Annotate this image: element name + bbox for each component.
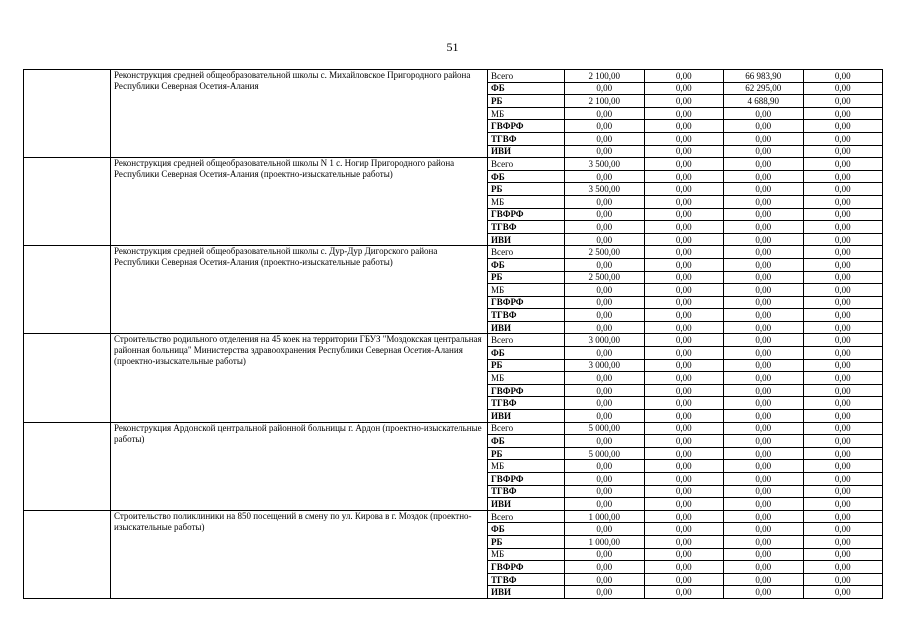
amount-cell: 0,00: [565, 410, 645, 423]
amount-cell: 0,00: [644, 233, 724, 246]
funding-source: МБ: [488, 107, 565, 120]
amount-cell: 0,00: [644, 548, 724, 561]
amount-cell: 2 100,00: [565, 95, 645, 108]
amount-cell: 0,00: [644, 145, 724, 158]
funding-source: МБ: [488, 195, 565, 208]
amount-cell: 0,00: [724, 120, 804, 133]
amount-cell: 0,00: [565, 195, 645, 208]
amount-cell: 0,00: [644, 195, 724, 208]
amount-cell: 0,00: [644, 535, 724, 548]
amount-cell: 0,00: [724, 195, 804, 208]
project-title: Реконструкция Ардонской центральной районной больницы г. Ардон (проектно-изыскательные работы): [111, 422, 488, 510]
funding-source: РБ: [488, 535, 565, 548]
funding-source: РБ: [488, 271, 565, 284]
amount-cell: 0,00: [803, 321, 883, 334]
amount-cell: 0,00: [803, 473, 883, 486]
amount-cell: 0,00: [644, 510, 724, 523]
table-row: [24, 334, 883, 347]
funding-source: Всего: [488, 334, 565, 347]
amount-cell: 0,00: [803, 221, 883, 234]
amount-cell: 0,00: [724, 460, 804, 473]
table-row: [24, 70, 883, 83]
table-row: [24, 510, 883, 523]
budget-table: [23, 69, 883, 599]
funding-source: ТГВФ: [488, 309, 565, 322]
amount-cell: 0,00: [565, 573, 645, 586]
row-index-cell: [24, 246, 111, 334]
budget-table-body: [24, 70, 883, 599]
amount-cell: 62 295,00: [724, 82, 804, 95]
amount-cell: 0,00: [724, 510, 804, 523]
amount-cell: 0,00: [644, 170, 724, 183]
row-index-cell: [24, 334, 111, 422]
project-title: Реконструкция средней общеобразовательной школы N 1 с. Ногир Пригородного района Республики Северная Осетия-Алания (проектно-изыскательные работы): [111, 158, 488, 246]
amount-cell: 0,00: [644, 473, 724, 486]
page-number: 51: [446, 40, 459, 54]
amount-cell: 0,00: [644, 221, 724, 234]
amount-cell: 0,00: [803, 397, 883, 410]
amount-cell: 0,00: [803, 309, 883, 322]
amount-cell: 0,00: [803, 246, 883, 259]
amount-cell: 0,00: [565, 107, 645, 120]
funding-source: ИВИ: [488, 321, 565, 334]
funding-source: ГВФРФ: [488, 384, 565, 397]
amount-cell: 5 000,00: [565, 422, 645, 435]
amount-cell: 0,00: [644, 271, 724, 284]
funding-source: Всего: [488, 510, 565, 523]
amount-cell: 0,00: [803, 410, 883, 423]
amount-cell: 0,00: [644, 208, 724, 221]
amount-cell: 0,00: [644, 397, 724, 410]
funding-source: ФБ: [488, 258, 565, 271]
amount-cell: 0,00: [803, 183, 883, 196]
funding-source: Всего: [488, 246, 565, 259]
amount-cell: 0,00: [644, 523, 724, 536]
amount-cell: 5 000,00: [565, 447, 645, 460]
amount-cell: 0,00: [565, 208, 645, 221]
funding-source: ФБ: [488, 523, 565, 536]
amount-cell: 0,00: [565, 485, 645, 498]
amount-cell: 0,00: [644, 296, 724, 309]
table-row: [24, 246, 883, 259]
amount-cell: 0,00: [803, 120, 883, 133]
amount-cell: 0,00: [565, 221, 645, 234]
amount-cell: 0,00: [803, 145, 883, 158]
funding-source: ТГВФ: [488, 221, 565, 234]
amount-cell: 0,00: [724, 561, 804, 574]
funding-source: ТГВФ: [488, 397, 565, 410]
amount-cell: 0,00: [803, 535, 883, 548]
amount-cell: 0,00: [644, 586, 724, 599]
amount-cell: 0,00: [803, 107, 883, 120]
amount-cell: 0,00: [565, 498, 645, 511]
amount-cell: 2 100,00: [565, 70, 645, 83]
project-title: Строительство поликлиники на 850 посещений в смену по ул. Кирова в г. Моздок (проектно-изыскательные работы): [111, 510, 488, 598]
amount-cell: 0,00: [724, 548, 804, 561]
funding-source: ГВФРФ: [488, 473, 565, 486]
amount-cell: 0,00: [724, 145, 804, 158]
amount-cell: 0,00: [565, 170, 645, 183]
amount-cell: 0,00: [644, 246, 724, 259]
amount-cell: 0,00: [644, 372, 724, 385]
amount-cell: 3 000,00: [565, 359, 645, 372]
amount-cell: 0,00: [724, 586, 804, 599]
amount-cell: 0,00: [724, 107, 804, 120]
funding-source: РБ: [488, 95, 565, 108]
amount-cell: 0,00: [565, 145, 645, 158]
table-row: [24, 158, 883, 171]
amount-cell: 0,00: [644, 321, 724, 334]
amount-cell: 3 500,00: [565, 158, 645, 171]
funding-source: ТГВФ: [488, 132, 565, 145]
amount-cell: 0,00: [803, 208, 883, 221]
amount-cell: 0,00: [803, 347, 883, 360]
amount-cell: 0,00: [565, 435, 645, 448]
amount-cell: 0,00: [644, 95, 724, 108]
funding-source: РБ: [488, 447, 565, 460]
amount-cell: 0,00: [724, 573, 804, 586]
amount-cell: 0,00: [803, 158, 883, 171]
amount-cell: 0,00: [644, 284, 724, 297]
amount-cell: 0,00: [724, 334, 804, 347]
funding-source: ИВИ: [488, 145, 565, 158]
amount-cell: 0,00: [724, 233, 804, 246]
amount-cell: 0,00: [644, 410, 724, 423]
funding-source: ГВФРФ: [488, 208, 565, 221]
funding-source: РБ: [488, 183, 565, 196]
amount-cell: 0,00: [803, 498, 883, 511]
amount-cell: 0,00: [803, 523, 883, 536]
row-index-cell: [24, 422, 111, 510]
amount-cell: 0,00: [724, 246, 804, 259]
amount-cell: 0,00: [803, 447, 883, 460]
amount-cell: 0,00: [565, 523, 645, 536]
amount-cell: 0,00: [565, 586, 645, 599]
amount-cell: 0,00: [803, 195, 883, 208]
funding-source: МБ: [488, 372, 565, 385]
amount-cell: 4 688,90: [724, 95, 804, 108]
amount-cell: 0,00: [644, 309, 724, 322]
funding-source: Всего: [488, 422, 565, 435]
amount-cell: 0,00: [803, 359, 883, 372]
amount-cell: 0,00: [644, 359, 724, 372]
amount-cell: 0,00: [724, 422, 804, 435]
amount-cell: 0,00: [803, 573, 883, 586]
funding-source: ТГВФ: [488, 573, 565, 586]
amount-cell: 0,00: [724, 447, 804, 460]
funding-source: МБ: [488, 460, 565, 473]
amount-cell: 66 983,90: [724, 70, 804, 83]
funding-source: ИВИ: [488, 410, 565, 423]
amount-cell: 0,00: [644, 183, 724, 196]
amount-cell: 0,00: [803, 422, 883, 435]
amount-cell: 0,00: [644, 460, 724, 473]
amount-cell: 0,00: [724, 535, 804, 548]
amount-cell: 0,00: [803, 284, 883, 297]
funding-source: ИВИ: [488, 586, 565, 599]
amount-cell: 0,00: [644, 447, 724, 460]
amount-cell: 0,00: [644, 158, 724, 171]
amount-cell: 0,00: [724, 372, 804, 385]
amount-cell: 0,00: [724, 485, 804, 498]
funding-source: Всего: [488, 158, 565, 171]
amount-cell: 2 500,00: [565, 246, 645, 259]
amount-cell: 0,00: [803, 258, 883, 271]
amount-cell: 0,00: [724, 309, 804, 322]
amount-cell: 0,00: [644, 561, 724, 574]
amount-cell: 0,00: [724, 359, 804, 372]
amount-cell: 0,00: [803, 435, 883, 448]
amount-cell: 0,00: [644, 485, 724, 498]
amount-cell: 0,00: [724, 258, 804, 271]
amount-cell: 0,00: [724, 271, 804, 284]
amount-cell: 1 000,00: [565, 510, 645, 523]
amount-cell: 0,00: [724, 221, 804, 234]
amount-cell: 0,00: [803, 170, 883, 183]
funding-source: МБ: [488, 284, 565, 297]
amount-cell: 0,00: [724, 498, 804, 511]
amount-cell: 0,00: [724, 347, 804, 360]
amount-cell: 0,00: [724, 183, 804, 196]
amount-cell: 0,00: [724, 208, 804, 221]
amount-cell: 0,00: [565, 384, 645, 397]
amount-cell: 0,00: [565, 321, 645, 334]
amount-cell: 0,00: [803, 95, 883, 108]
amount-cell: 0,00: [565, 284, 645, 297]
project-title: Строительство родильного отделения на 45 коек на территории ГБУЗ "Моздокская центральная районная больница" Министерства здравоохранения Республики Северная Осетия-Алания (проектно-изыскательные работы): [111, 334, 488, 422]
amount-cell: 0,00: [803, 586, 883, 599]
amount-cell: 0,00: [724, 132, 804, 145]
amount-cell: 0,00: [565, 397, 645, 410]
amount-cell: 0,00: [803, 384, 883, 397]
amount-cell: 0,00: [565, 120, 645, 133]
amount-cell: 0,00: [644, 107, 724, 120]
funding-source: ФБ: [488, 435, 565, 448]
amount-cell: 0,00: [565, 233, 645, 246]
amount-cell: 0,00: [644, 120, 724, 133]
amount-cell: 0,00: [644, 422, 724, 435]
amount-cell: 0,00: [724, 170, 804, 183]
amount-cell: 0,00: [724, 397, 804, 410]
funding-source: ФБ: [488, 82, 565, 95]
amount-cell: 0,00: [724, 523, 804, 536]
amount-cell: 0,00: [565, 258, 645, 271]
amount-cell: 0,00: [724, 296, 804, 309]
amount-cell: 0,00: [803, 70, 883, 83]
row-index-cell: [24, 510, 111, 598]
amount-cell: 0,00: [644, 82, 724, 95]
row-index-cell: [24, 70, 111, 158]
amount-cell: 0,00: [803, 233, 883, 246]
amount-cell: 0,00: [803, 485, 883, 498]
funding-source: МБ: [488, 548, 565, 561]
amount-cell: 0,00: [565, 296, 645, 309]
amount-cell: 0,00: [644, 384, 724, 397]
amount-cell: 0,00: [803, 561, 883, 574]
amount-cell: 0,00: [644, 258, 724, 271]
amount-cell: 0,00: [565, 473, 645, 486]
amount-cell: 0,00: [644, 334, 724, 347]
project-title: Реконструкция средней общеобразовательной школы с. Дур-Дур Дигорского района Республики Северная Осетия-Алания (проектно-изыскательные работы): [111, 246, 488, 334]
amount-cell: 0,00: [565, 548, 645, 561]
funding-source: ГВФРФ: [488, 561, 565, 574]
amount-cell: 0,00: [565, 309, 645, 322]
amount-cell: 0,00: [803, 548, 883, 561]
amount-cell: 0,00: [644, 347, 724, 360]
funding-source: Всего: [488, 70, 565, 83]
amount-cell: 0,00: [565, 372, 645, 385]
amount-cell: 3 500,00: [565, 183, 645, 196]
amount-cell: 0,00: [644, 70, 724, 83]
table-row: [24, 422, 883, 435]
amount-cell: 0,00: [565, 132, 645, 145]
amount-cell: 0,00: [644, 498, 724, 511]
amount-cell: 0,00: [724, 384, 804, 397]
funding-source: ТГВФ: [488, 485, 565, 498]
funding-source: ГВФРФ: [488, 296, 565, 309]
amount-cell: 0,00: [565, 561, 645, 574]
amount-cell: 0,00: [803, 296, 883, 309]
amount-cell: 0,00: [724, 473, 804, 486]
amount-cell: 0,00: [803, 372, 883, 385]
funding-source: РБ: [488, 359, 565, 372]
project-title: Реконструкция средней общеобразовательной школы с. Михайловское Пригородного района Республики Северная Осетия-Алания: [111, 70, 488, 158]
amount-cell: 0,00: [724, 321, 804, 334]
amount-cell: 0,00: [724, 284, 804, 297]
amount-cell: 0,00: [565, 347, 645, 360]
amount-cell: 1 000,00: [565, 535, 645, 548]
funding-source: ИВИ: [488, 498, 565, 511]
funding-source: ФБ: [488, 170, 565, 183]
amount-cell: 0,00: [565, 460, 645, 473]
amount-cell: 0,00: [724, 435, 804, 448]
amount-cell: 0,00: [724, 158, 804, 171]
amount-cell: 0,00: [644, 573, 724, 586]
amount-cell: 0,00: [803, 82, 883, 95]
amount-cell: 0,00: [803, 510, 883, 523]
amount-cell: 0,00: [803, 132, 883, 145]
amount-cell: 0,00: [803, 460, 883, 473]
amount-cell: 0,00: [644, 435, 724, 448]
amount-cell: 0,00: [644, 132, 724, 145]
amount-cell: 3 000,00: [565, 334, 645, 347]
amount-cell: 0,00: [565, 82, 645, 95]
row-index-cell: [24, 158, 111, 246]
amount-cell: 0,00: [803, 334, 883, 347]
amount-cell: 0,00: [724, 410, 804, 423]
funding-source: ФБ: [488, 347, 565, 360]
funding-source: ГВФРФ: [488, 120, 565, 133]
amount-cell: 2 500,00: [565, 271, 645, 284]
amount-cell: 0,00: [803, 271, 883, 284]
funding-source: ИВИ: [488, 233, 565, 246]
